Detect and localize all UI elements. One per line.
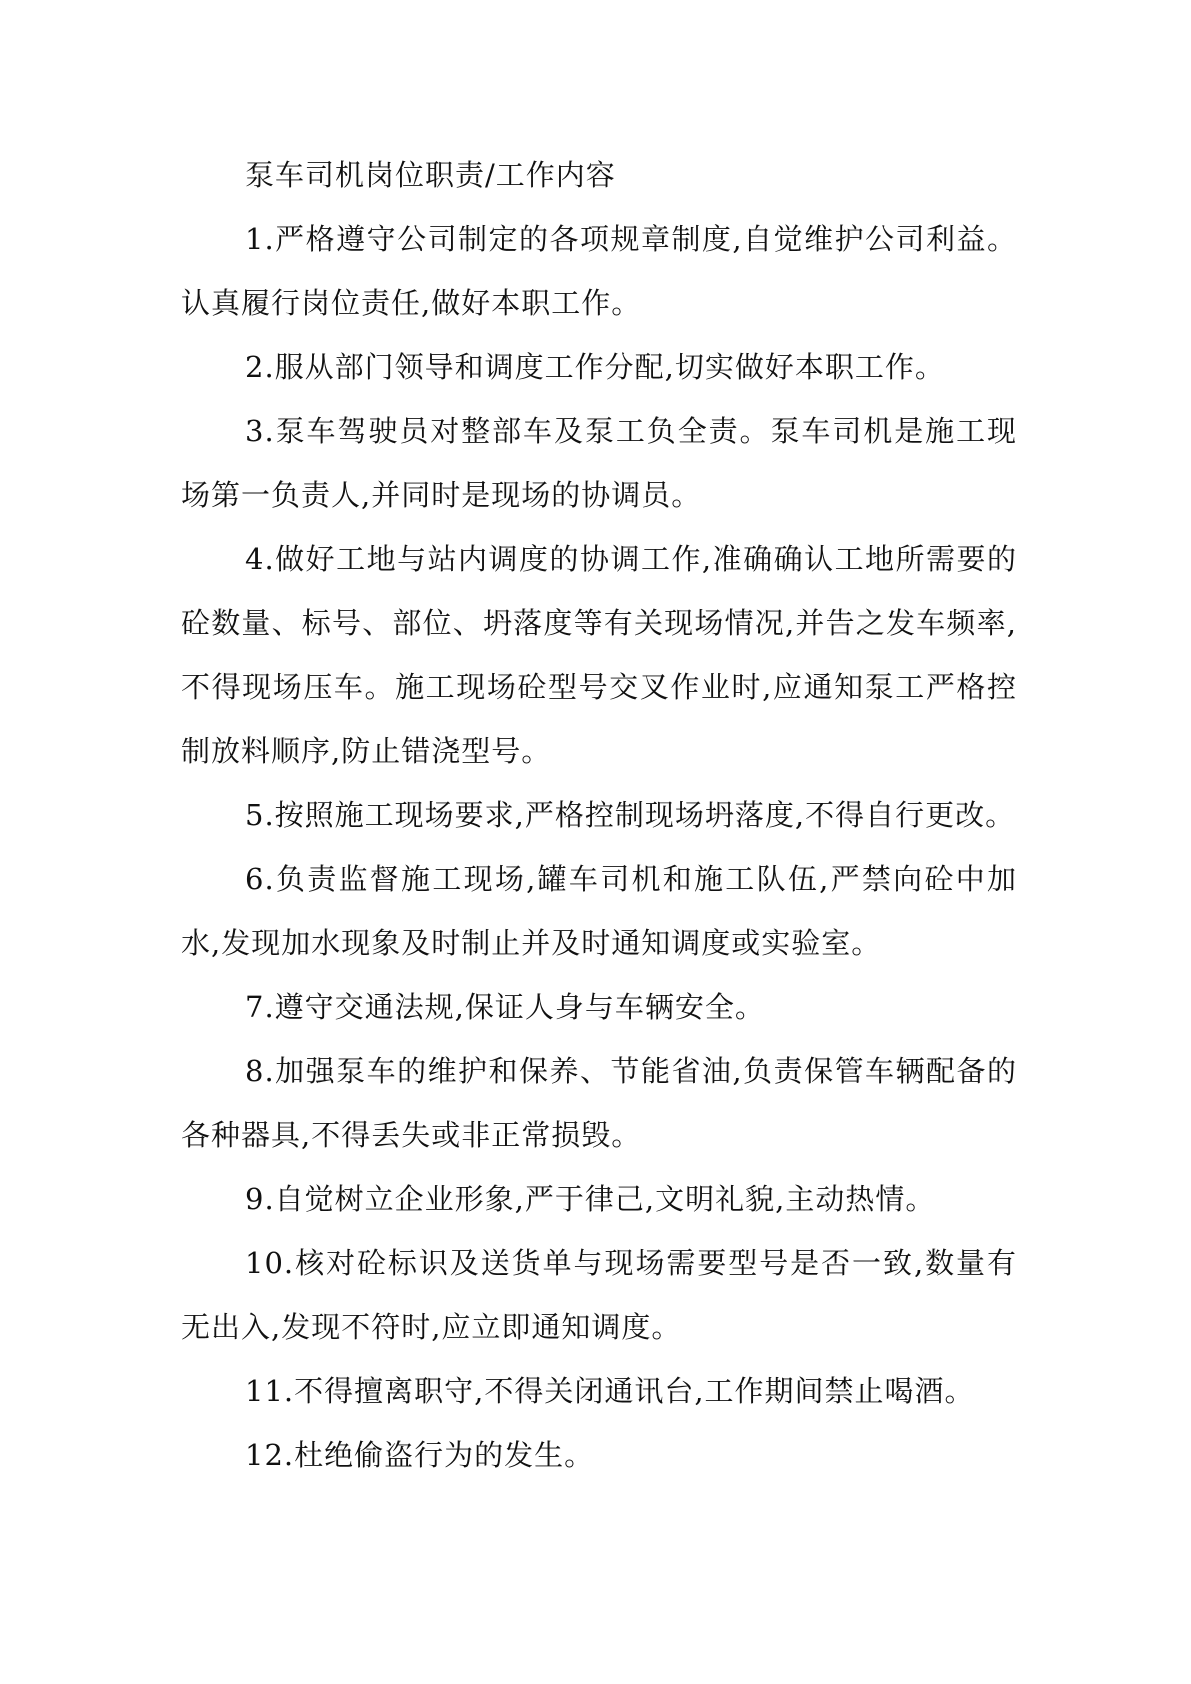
duty-item-8: 8.加强泵车的维护和保养、节能省油,负责保管车辆配备的各种器具,不得丢失或非正常损毁。 [181,1054,1017,1152]
duty-item-1: 1.严格遵守公司制定的各项规章制度,自觉维护公司利益。认真履行岗位责任,做好本职工作。 [181,222,1017,320]
duty-item-10: 10.核对砼标识及送货单与现场需要型号是否一致,数量有无出入,发现不符时,应立即通知调度。 [181,1246,1017,1344]
document-title: 泵车司机岗位职责/工作内容 [245,158,616,192]
duty-item-4: 4.做好工地与站内调度的协调工作,准确确认工地所需要的砼数量、标号、部位、坍落度等有关现场情况,并告之发车频率,不得现场压车。施工现场砼型号交叉作业时,应通知泵工严格控制放料顺序,防止错浇型号。 [181,542,1017,768]
duty-item-9: 9.自觉树立企业形象,严于律己,文明礼貌,主动热情。 [245,1182,936,1216]
duty-item-6: 6.负责监督施工现场,罐车司机和施工队伍,严禁向砼中加水,发现加水现象及时制止并及时通知调度或实验室。 [181,862,1017,960]
duty-item-12: 12.杜绝偷盗行为的发生。 [245,1438,595,1472]
duty-item-2: 2.服从部门领导和调度工作分配,切实做好本职工作。 [245,350,945,384]
duty-item-3: 3.泵车驾驶员对整部车及泵工负全责。泵车司机是施工现场第一负责人,并同时是现场的协调员。 [181,414,1017,512]
duty-item-7: 7.遵守交通法规,保证人身与车辆安全。 [245,990,765,1024]
duty-item-5: 5.按照施工现场要求,严格控制现场坍落度,不得自行更改。 [245,798,1016,832]
duty-item-11: 11.不得擅离职守,不得关闭通讯台,工作期间禁止喝酒。 [245,1374,975,1408]
document-body [181,143,1017,1487]
